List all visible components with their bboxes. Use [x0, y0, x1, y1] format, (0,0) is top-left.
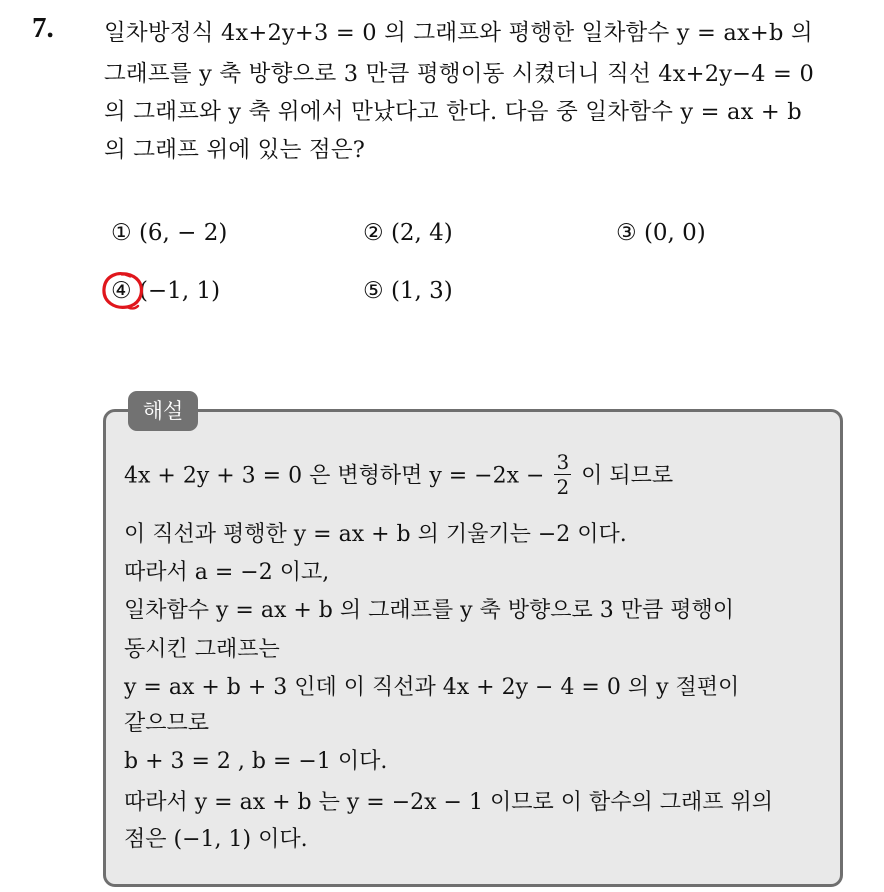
choice-4-text: (−1, 1)	[138, 278, 221, 304]
choice-2-text: (2, 4)	[390, 220, 453, 246]
solution-line-1-post: 이 되므로	[581, 463, 674, 489]
choice-4-marker: ④	[111, 278, 132, 304]
question-number: 7.	[32, 12, 54, 44]
solution-line-9: 따라서 y = ax + b 는 y = −2x − 1 이므로 이 함수의 그래프 위의	[124, 790, 773, 815]
solution-line-1-pre: 4x + 2y + 3 = 0 은 변형하면 y = −2x −	[124, 463, 545, 489]
fraction-three-halves	[554, 450, 571, 499]
choice-5[interactable]	[363, 278, 453, 304]
choice-2[interactable]	[363, 220, 453, 246]
choice-5-text: (1, 3)	[390, 278, 453, 304]
question-line-1: 일차방정식 4x+2y+3 = 0 의 그래프와 평행한 일차함수 y = ax+b 의	[104, 20, 813, 46]
choice-1-marker: ①	[111, 220, 132, 246]
choice-1-text: (6, − 2)	[138, 220, 228, 246]
fraction-numerator: 3	[556, 450, 570, 474]
question-line-3: 의 그래프와 y 축 위에서 만났다고 한다. 다음 중 일차함수 y = ax + b	[104, 99, 802, 125]
question-line-2: 그래프를 y 축 방향으로 3 만큼 평행이동 시켰더니 직선 4x+2y−4 = 0	[104, 61, 814, 87]
solution-line-8: b + 3 = 2 , b = −1 이다.	[124, 749, 388, 774]
solution-line-4: 일차함수 y = ax + b 의 그래프를 y 축 방향으로 3 만큼 평행이	[124, 598, 735, 623]
solution-line-2: 이 직선과 평행한 y = ax + b 의 기울기는 −2 이다.	[124, 522, 627, 547]
choice-5-marker: ⑤	[363, 278, 384, 304]
solution-tag: 해설	[128, 391, 198, 431]
solution-line-1	[124, 452, 673, 501]
answer-circle-stroke	[104, 274, 141, 308]
solution-line-6: y = ax + b + 3 인데 이 직선과 4x + 2y − 4 = 0 의 y 절편이	[124, 675, 740, 700]
solution-line-7: 같으므로	[124, 711, 210, 736]
solution-line-3: 따라서 a = −2 이고,	[124, 560, 330, 585]
question-line-4: 의 그래프 위에 있는 점은?	[104, 137, 366, 163]
choice-3[interactable]	[616, 220, 706, 246]
choice-3-text: (0, 0)	[643, 220, 706, 246]
fraction-denominator: 2	[556, 475, 570, 499]
choice-1[interactable]	[111, 220, 227, 246]
choice-3-marker: ③	[616, 220, 637, 246]
solution-line-10: 점은 (−1, 1) 이다.	[124, 827, 308, 852]
answer-circle-mark	[100, 268, 146, 312]
solution-line-5: 동시킨 그래프는	[124, 637, 280, 662]
choice-2-marker: ②	[363, 220, 384, 246]
